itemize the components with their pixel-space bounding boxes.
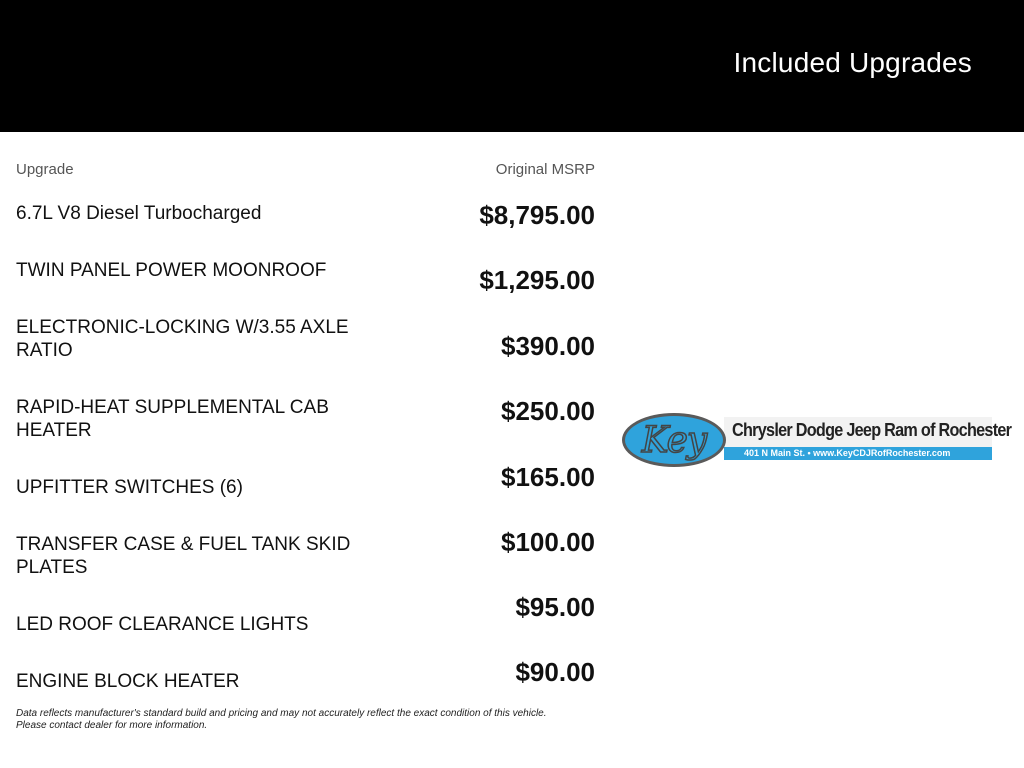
upgrade-price: $1,295.00 — [479, 265, 595, 295]
upgrade-price: $165.00 — [501, 462, 595, 492]
disclaimer-line-2: Please contact dealer for more information. — [16, 720, 208, 731]
upgrade-price: $90.00 — [515, 657, 595, 687]
upgrade-name: TRANSFER CASE & FUEL TANK SKID PLATES — [16, 534, 351, 578]
key-logo-mark — [622, 413, 726, 467]
upgrade-name: UPFITTER SWITCHES (6) — [16, 477, 243, 498]
header-bar — [0, 0, 1024, 132]
disclaimer-line-1: Data reflects manufacturer's standard build and pricing and may not accurately reflect the exact condition of this vehicle. — [16, 708, 547, 719]
column-header-upgrade: Upgrade — [16, 161, 74, 178]
logo-dealer-name: Chrysler Dodge Jeep Ram of Rochester — [732, 420, 1012, 440]
upgrade-price: $250.00 — [501, 396, 595, 426]
upgrade-name: TWIN PANEL POWER MOONROOF — [16, 260, 327, 281]
logo-mark-text: Key — [641, 420, 707, 461]
upgrade-name: ELECTRONIC-LOCKING W/3.55 AXLE RATIO — [16, 317, 349, 361]
upgrade-price: $390.00 — [501, 331, 595, 361]
upgrade-price: $95.00 — [515, 592, 595, 622]
upgrade-name: 6.7L V8 Diesel Turbocharged — [16, 203, 262, 224]
upgrade-name: LED ROOF CLEARANCE LIGHTS — [16, 614, 309, 635]
upgrade-name: ENGINE BLOCK HEATER — [16, 671, 240, 692]
disclaimer — [16, 708, 606, 732]
upgrade-price: $100.00 — [501, 527, 595, 557]
logo-address: 401 N Main St. • www.KeyCDJRofRochester.com — [744, 448, 951, 458]
page-title: Included Upgrades — [733, 47, 972, 78]
dealer-logo — [620, 411, 1012, 473]
upgrade-price: $8,795.00 — [479, 200, 595, 230]
upgrade-name: RAPID-HEAT SUPPLEMENTAL CAB HEATER — [16, 397, 329, 441]
column-header-msrp: Original MSRP — [495, 161, 595, 178]
